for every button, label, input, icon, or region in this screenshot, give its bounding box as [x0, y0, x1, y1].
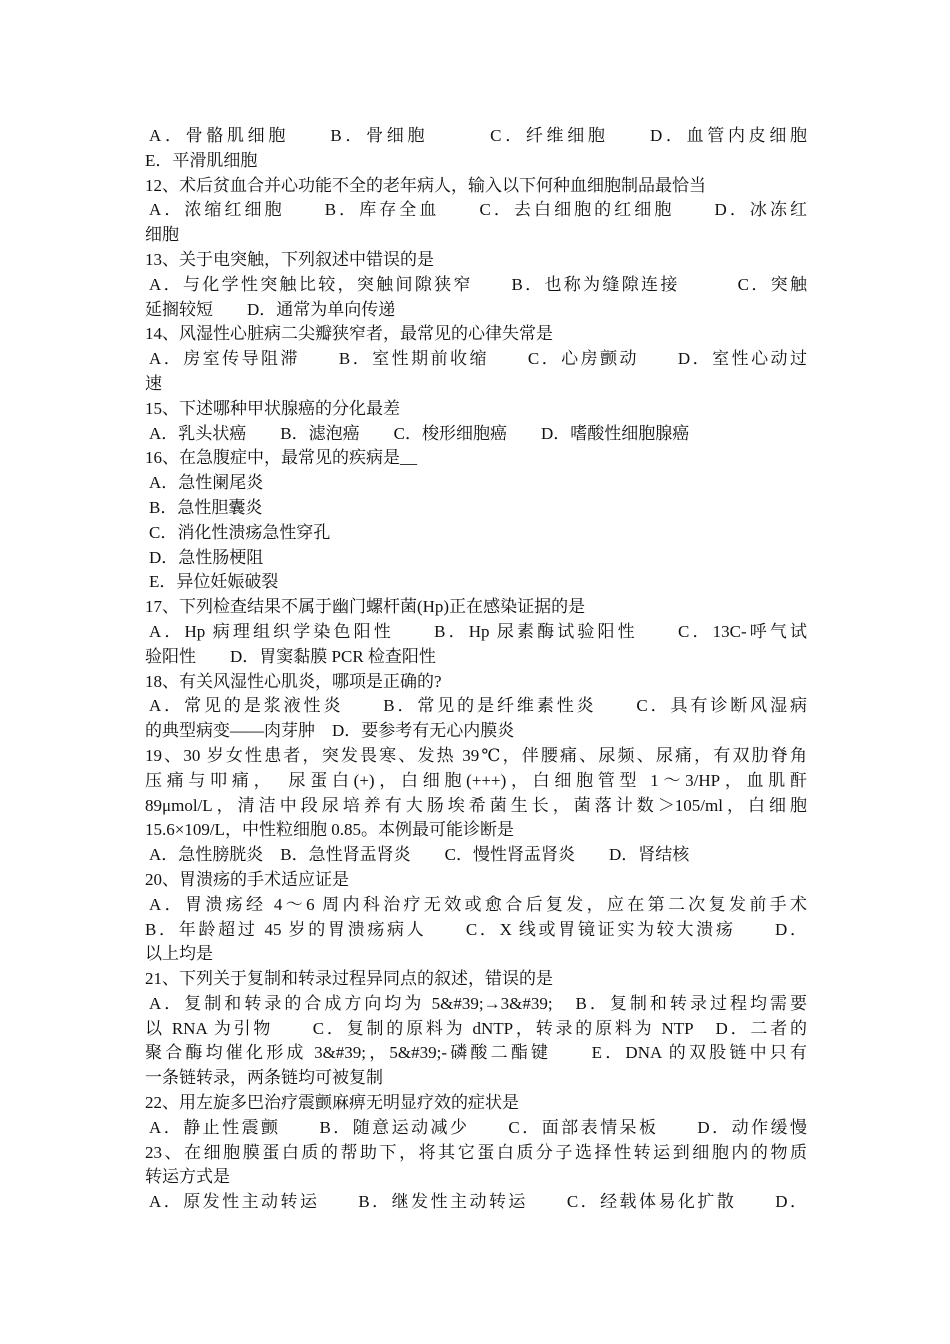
text-line: 20、胃溃疡的手术适应证是 — [145, 869, 349, 889]
text-line: 89μmol/L，清洁中段尿培养有大肠埃希菌生长，菌落计数＞105/ml，白细胞 — [145, 795, 807, 815]
text-line: 12、术后贫血合并心功能不全的老年病人，输入以下何种血细胞制品最恰当 — [145, 175, 706, 195]
text-line: A．静止性震颤 B．随意运动减少 C．面部表情呆板 D．动作缓慢 — [149, 1117, 807, 1137]
text-line: 14、风湿性心脏病二尖瓣狭窄者，最常见的心律失常是 — [145, 324, 553, 344]
text-line: 以 RNA 为引物 C．复制的原料为 dNTP，转录的原料为 NTP D．二者的 — [145, 1018, 807, 1038]
text-line: A．急性阑尾炎 — [149, 473, 264, 493]
document-page — [145, 124, 807, 1215]
text-line: 速 — [145, 373, 162, 393]
text-line: D．急性肠梗阻 — [149, 547, 264, 567]
text-line: A．浓缩红细胞 B．库存全血 C．去白细胞的红细胞 D．冰冻红 — [149, 200, 807, 220]
text-line: 18、有关风湿性心肌炎，哪项是正确的? — [145, 671, 442, 691]
text-line: A．急性膀胱炎 B．急性肾盂肾炎 C．慢性肾盂肾炎 D．肾结核 — [149, 845, 690, 865]
text-line: 16、在急腹症中，最常见的疾病是__ — [145, 448, 417, 468]
text-line: 细胞 — [145, 225, 179, 245]
text-line: 17、下列检查结果不属于幽门螺杆菌(Hp)正在感染证据的是 — [145, 597, 586, 617]
text-line: B．急性胆囊炎 — [149, 497, 263, 517]
text-line: A．常见的是浆液性炎 B．常见的是纤维素性炎 C．具有诊断风湿病 — [149, 696, 807, 716]
text-line: 13、关于电突触，下列叙述中错误的是 — [145, 249, 434, 269]
text-line: 的典型病变——肉芽肿 D．要参考有无心内膜炎 — [145, 721, 515, 741]
text-line: A．房室传导阻滞 B．室性期前收缩 C．心房颤动 D．室性心动过 — [149, 349, 807, 369]
text-line: 23、在细胞膜蛋白质的帮助下，将其它蛋白质分子选择性转运到细胞内的物质 — [145, 1142, 807, 1162]
text-line: 15.6×109/L，中性粒细胞 0.85。本例最可能诊断是 — [145, 820, 514, 840]
text-line: 22、用左旋多巴治疗震颤麻痹无明显疗效的症状是 — [145, 1093, 519, 1113]
text-line: 19、30 岁女性患者，突发畏寒、发热 39℃，伴腰痛、尿频、尿痛，有双肋脊角 — [145, 745, 807, 765]
text-line: 15、下述哪种甲状腺癌的分化最差 — [145, 398, 400, 418]
text-line: 聚合酶均催化形成 3&#39;，5&#39;-磷酸二酯键 E．DNA 的双股链中只有 — [145, 1043, 807, 1063]
text-line: 验阳性 D．胃窦黏膜 PCR 检查阳性 — [145, 646, 436, 666]
text-line: C．消化性溃疡急性穿孔 — [149, 522, 331, 542]
text-line: 延搁较短 D．通常为单向传递 — [145, 299, 396, 319]
text-line: E．平滑肌细胞 — [145, 150, 258, 170]
text-line: A．原发性主动转运 B．继发性主动转运 C．经载体易化扩散 D． — [149, 1192, 807, 1212]
text-line: 21、下列关于复制和转录过程异同点的叙述，错误的是 — [145, 969, 553, 989]
text-line: 压痛与叩痛， 尿蛋白(+)，白细胞(+++)，白细胞管型 1～3/HP，血肌酐 — [145, 770, 807, 790]
text-line: A．胃溃疡经 4～6 周内科治疗无效或愈合后复发，应在第二次复发前手术 — [149, 894, 807, 914]
text-line: A．复制和转录的合成方向均为 5&#39;→3&#39; B．复制和转录过程均需要 — [149, 993, 807, 1013]
text-line: A．Hp 病理组织学染色阳性 B．Hp 尿素酶试验阳性 C．13C-呼气试 — [149, 621, 807, 641]
text-line: A．与化学性突触比较，突触间隙狭窄 B．也称为缝隙连接 C．突触 — [149, 274, 807, 294]
text-line: A．乳头状癌 B．滤泡癌 C．梭形细胞癌 D．嗜酸性细胞腺癌 — [149, 423, 690, 443]
text-line: E．异位妊娠破裂 — [149, 572, 279, 592]
text-line: A．骨骼肌细胞 B．骨细胞 C．纤维细胞 D．血管内皮细胞 — [149, 126, 807, 145]
text-line: 一条链转录，两条链均可被复制 — [145, 1068, 383, 1088]
text-line: 转运方式是 — [145, 1167, 230, 1187]
text-line: 以上均是 — [145, 944, 213, 964]
text-line: B．年龄超过 45 岁的胃溃疡病人 C．X 线或胃镜证实为较大溃疡 D． — [145, 919, 807, 939]
